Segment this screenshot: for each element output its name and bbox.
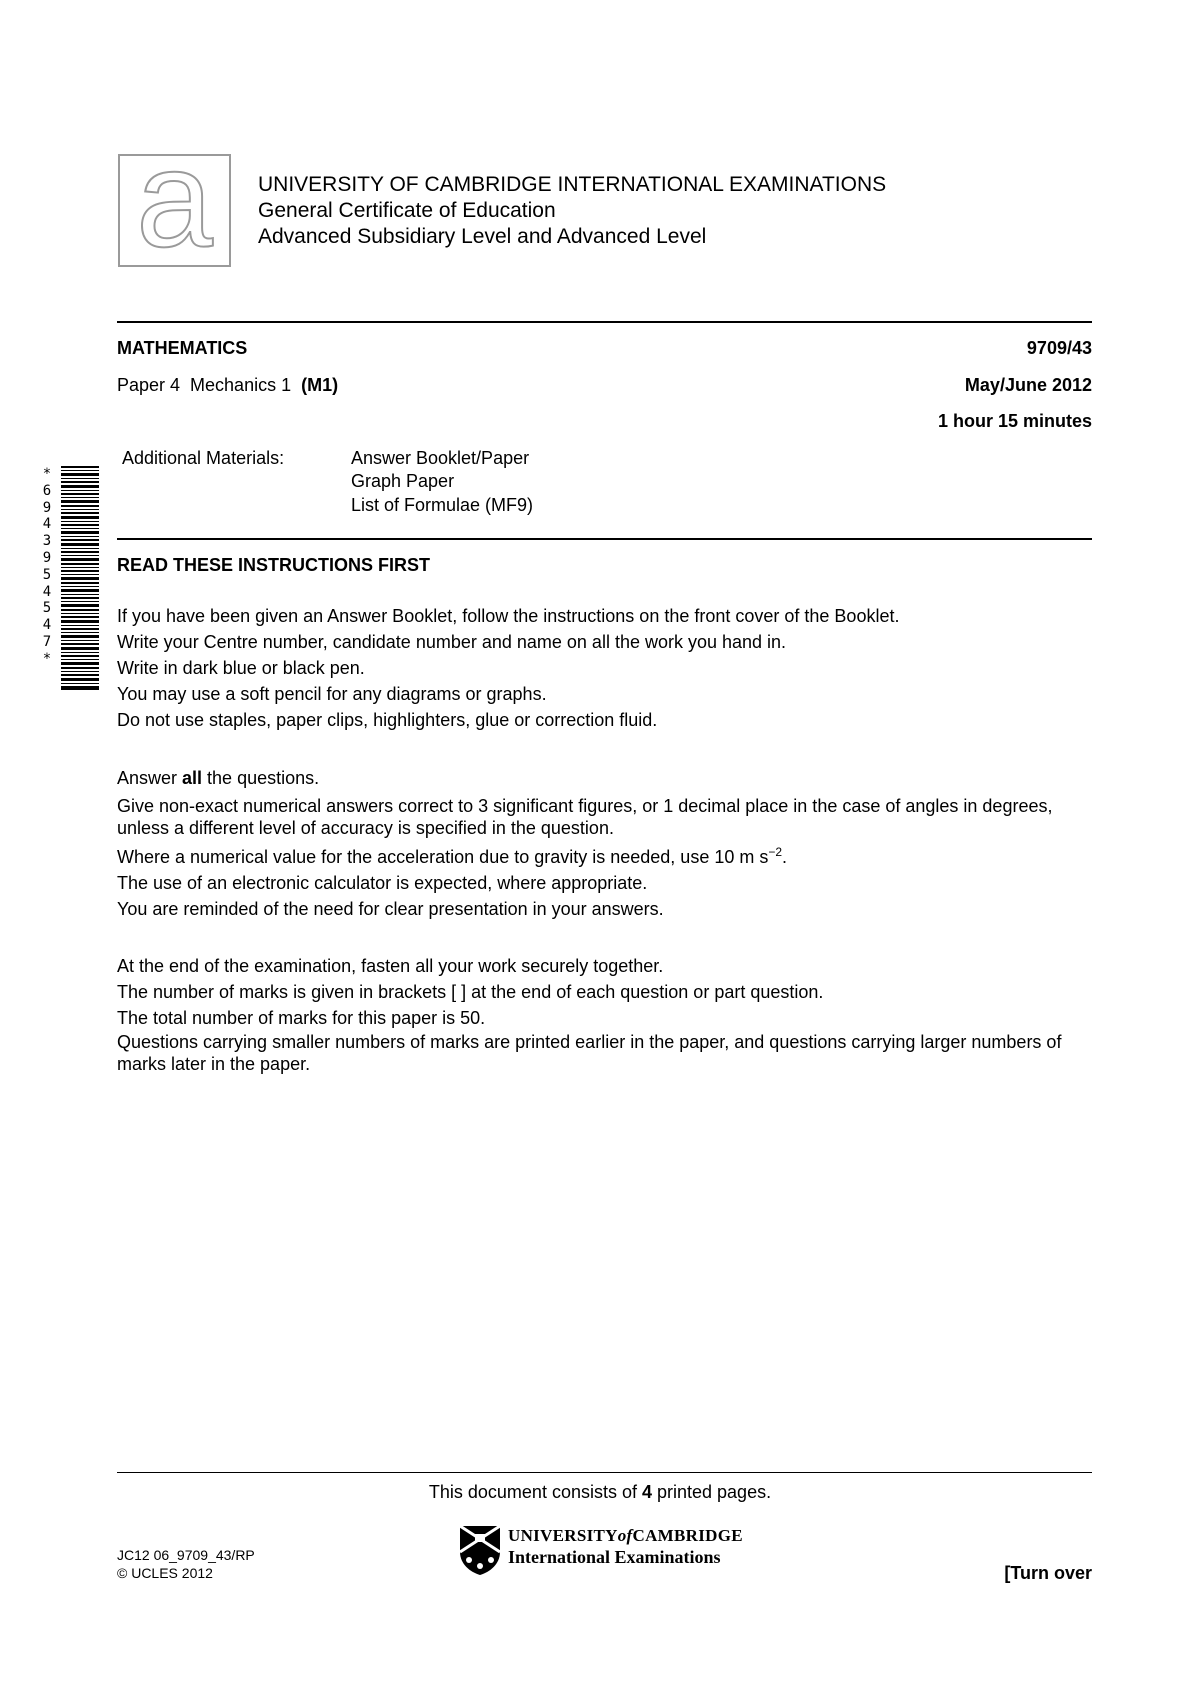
cie-logo <box>118 122 231 276</box>
instruction-line: You are reminded of the need for clear presentation in your answers. <box>117 899 664 919</box>
instruction-line: Questions carrying smaller numbers of marks are printed earlier in the paper, and questions carrying larger numbers of marks later in the paper. <box>117 1032 1062 1074</box>
barcode-digit: 9 <box>42 549 52 566</box>
turn-over: [Turn over <box>1004 1563 1092 1583</box>
barcode-digit: 3 <box>42 533 52 550</box>
barcode-digit: 4 <box>42 583 52 600</box>
paper-reference: JC12 06_9709_43/RP <box>117 1547 255 1563</box>
instruction-line: The total number of marks for this paper is 50. <box>117 1008 486 1028</box>
barcode-digit: 6 <box>42 482 52 499</box>
cambridge-crest-icon <box>458 1524 502 1576</box>
barcode-digit: 7 <box>42 633 52 650</box>
materials-item: Graph Paper <box>351 471 455 491</box>
instruction-line: If you have been given an Answer Booklet, follow the instructions on the front cover of the Booklet. <box>117 606 900 626</box>
duration: 1 hour 15 minutes <box>937 411 1092 431</box>
barcode-digits <box>38 466 56 668</box>
paper-code: 9709/43 <box>1026 338 1092 358</box>
barcode-digit: * <box>42 466 52 482</box>
level-title: Advanced Subsidiary Level and Advanced Level <box>258 225 707 248</box>
gravity-post: . <box>782 847 788 867</box>
instruction-line: Give non-exact numerical answers correct to 3 significant figures, or 1 decimal place in the case of angles in degrees, unless a different level of accuracy is specified in the question. <box>117 796 1053 838</box>
barcode-digit: 4 <box>42 617 52 634</box>
pages-post: printed pages. <box>652 1482 772 1502</box>
certificate-title: General Certificate of Education <box>258 199 556 222</box>
materials-item: Answer Booklet/Paper <box>351 448 530 468</box>
header-rule <box>117 321 1092 323</box>
answer-post: the questions. <box>202 768 320 788</box>
materials-label: Additional Materials: <box>122 448 285 468</box>
instructions-group-2 <box>117 765 1092 922</box>
barcode-digit: 5 <box>42 600 52 617</box>
instructions-group-1 <box>117 603 1092 733</box>
footer-ref <box>117 1546 255 1582</box>
gravity-pre: Where a numerical value for the acceleration due to gravity is needed, use 10 m s <box>117 847 769 867</box>
org-title: UNIVERSITY OF CAMBRIDGE INTERNATIONAL EXAMINATIONS <box>258 173 887 196</box>
subject: MATHEMATICS <box>117 338 248 358</box>
cambridge-wordmark <box>508 1526 743 1568</box>
barcode-digit: 9 <box>42 499 52 516</box>
instruction-line: Write in dark blue or black pen. <box>117 658 365 678</box>
barcode-digit: 5 <box>42 566 52 583</box>
materials-item: List of Formulae (MF9) <box>351 495 534 515</box>
instruction-line: Write your Centre number, candidate number and name on all the work you hand in. <box>117 632 787 652</box>
instruction-line: At the end of the examination, fasten all your work securely together. <box>117 956 664 976</box>
copyright: © UCLES 2012 <box>117 1565 213 1581</box>
answer-bold: all <box>182 768 203 788</box>
pages-pre: This document consists of <box>428 1482 642 1502</box>
instruction-line: Do not use staples, paper clips, highlighters, glue or correction fluid. <box>117 710 658 730</box>
barcode-digit: * <box>42 650 52 667</box>
barcode <box>61 466 99 690</box>
logo-letter: a <box>136 122 213 276</box>
instruction-line: The use of an electronic calculator is expected, where appropriate. <box>117 873 648 893</box>
wordmark-university: UNIVERSITY <box>508 1526 618 1545</box>
wordmark-cambridge: CAMBRIDGE <box>632 1526 743 1545</box>
page-count <box>0 1481 1200 1503</box>
gravity-sup: −2 <box>768 845 783 859</box>
session: May/June 2012 <box>964 375 1092 395</box>
paper-title-text: Paper 4 Mechanics 1 <box>117 375 302 395</box>
wordmark-of: of <box>617 1526 633 1545</box>
instruction-line: The number of marks is given in brackets [ ] at the end of each question or part question. <box>117 982 824 1002</box>
paper-title <box>117 374 338 396</box>
barcode-digit: 4 <box>42 516 52 533</box>
instruction-answer-all <box>117 765 1092 791</box>
answer-pre: Answer <box>117 768 183 788</box>
instructions-heading: READ THESE INSTRUCTIONS FIRST <box>117 555 431 575</box>
footer-rule <box>117 1472 1092 1473</box>
wordmark-international: International Examinations <box>508 1547 721 1567</box>
paper-title-bold: (M1) <box>301 375 339 395</box>
materials-rule <box>117 538 1092 540</box>
pages-bold: 4 <box>641 1482 652 1502</box>
instruction-gravity <box>117 839 1092 870</box>
instructions-group-3 <box>117 953 1092 1075</box>
instruction-line: You may use a soft pencil for any diagrams or graphs. <box>117 684 547 704</box>
